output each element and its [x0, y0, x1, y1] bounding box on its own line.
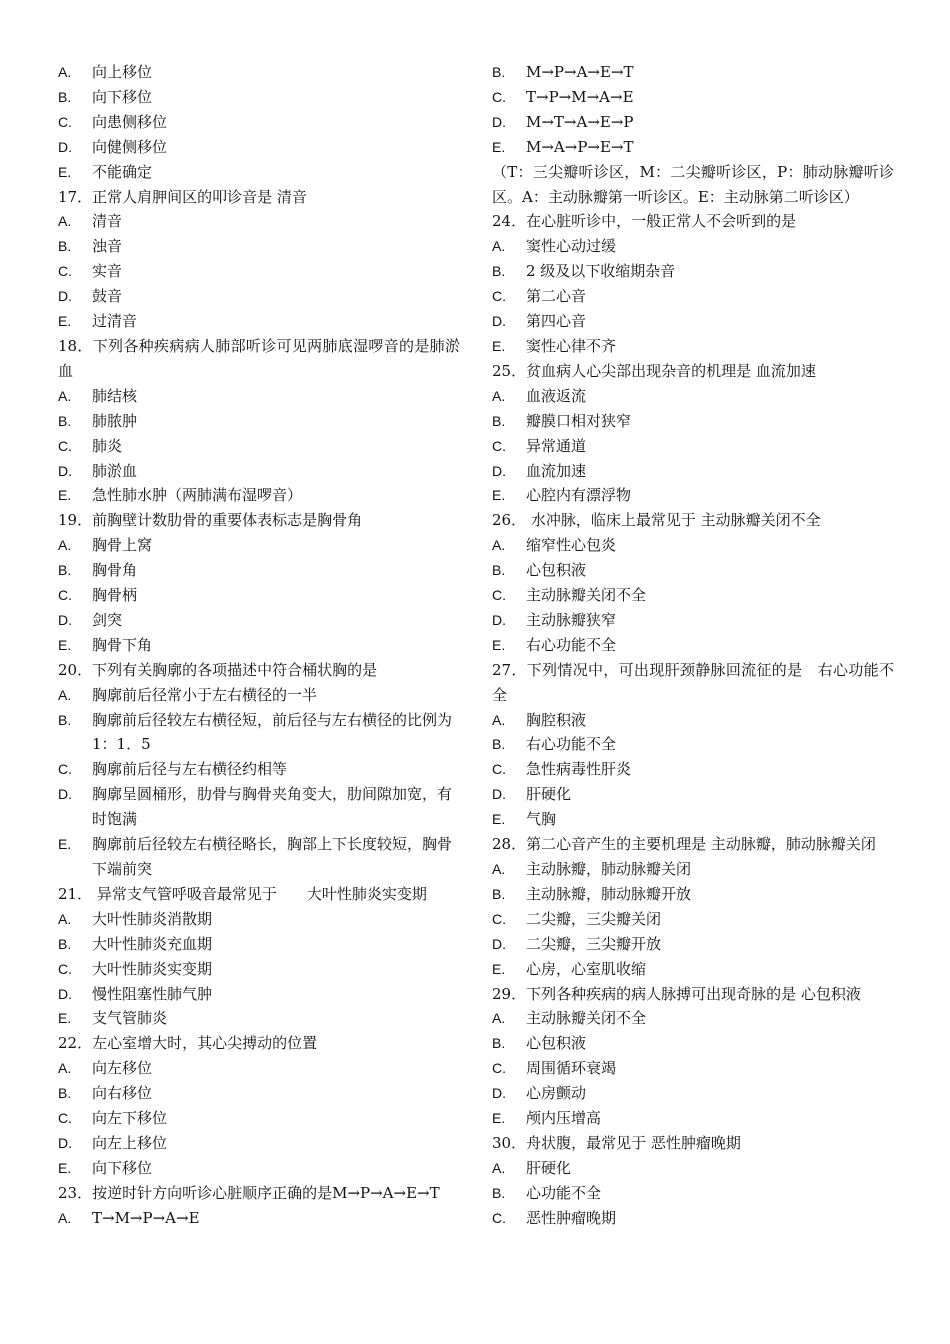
- option-letter: C.: [58, 587, 72, 604]
- option-text: 清音: [92, 212, 123, 231]
- answer-option: [492, 85, 894, 110]
- option-letter: B.: [58, 412, 72, 429]
- option-text: 第四心音: [526, 312, 587, 331]
- option-text: 肝硬化: [526, 785, 572, 804]
- option-letter: B.: [492, 562, 506, 579]
- option-letter: A.: [492, 1010, 506, 1027]
- answer-option: [58, 434, 460, 459]
- question-text: 21． 异常支气管呼吸音最常见于 大叶性肺炎实变期: [58, 884, 427, 903]
- question-text: 23．按逆时针方向听诊心脏顺序正确的是M→P→A→E→T: [58, 1183, 440, 1202]
- answer-option: [492, 1181, 894, 1206]
- answer-option: [492, 907, 894, 932]
- answer-option: [492, 135, 894, 160]
- option-text: 胸廓呈圆桶形，肋骨与胸骨夹角变大，肋间隙加宽，有时饱满: [92, 785, 453, 829]
- option-letter: D.: [492, 113, 506, 130]
- option-letter: D.: [492, 462, 506, 479]
- option-letter: E.: [492, 960, 506, 977]
- answer-option: [492, 110, 894, 135]
- option-text: 周围循环衰竭: [526, 1059, 617, 1078]
- option-letter: A.: [492, 711, 506, 728]
- option-text: M→T→A→E→P: [526, 112, 634, 131]
- option-text: 慢性阻塞性肺气肿: [92, 984, 213, 1003]
- option-letter: A.: [58, 537, 72, 554]
- option-letter: A.: [58, 213, 72, 230]
- answer-option: [492, 1006, 894, 1031]
- option-letter: C.: [58, 113, 72, 130]
- option-letter: C.: [58, 263, 72, 280]
- option-text: 血液返流: [526, 386, 587, 405]
- option-text: 二尖瓣，三尖瓣关闭: [526, 909, 662, 928]
- option-text: 2 级及以下收缩期杂音: [526, 262, 676, 281]
- option-text: 胸廓前后径常小于左右横径的一半: [92, 685, 318, 704]
- answer-option: [58, 259, 460, 284]
- option-text: 肺淤血: [92, 461, 138, 480]
- option-letter: D.: [58, 611, 72, 628]
- option-letter: B.: [58, 935, 72, 952]
- answer-option: [58, 209, 460, 234]
- option-letter: C.: [492, 761, 506, 778]
- answer-option: [492, 583, 894, 608]
- answer-option: [58, 708, 460, 758]
- option-letter: C.: [492, 1209, 506, 1226]
- option-letter: A.: [492, 238, 506, 255]
- option-text: 窦性心律不齐: [526, 336, 617, 355]
- option-text: 瓣膜口相对狭窄: [526, 411, 632, 430]
- answer-option: [58, 1206, 460, 1231]
- option-letter: C.: [492, 1060, 506, 1077]
- option-letter: C.: [58, 960, 72, 977]
- option-letter: A.: [58, 1060, 72, 1077]
- answer-option: [492, 932, 894, 957]
- answer-option: [492, 483, 894, 508]
- option-text: 向患侧移位: [92, 112, 168, 131]
- option-text: 肺结核: [92, 386, 138, 405]
- answer-option: [58, 60, 460, 85]
- option-letter: E.: [58, 487, 72, 504]
- option-text: 胸骨上窝: [92, 536, 153, 555]
- option-text: 向左上移位: [92, 1133, 168, 1152]
- question-text: 17．正常人肩胛间区的叩诊音是 清音: [58, 187, 307, 206]
- option-text: 主动脉瓣，肺动脉瓣开放: [526, 884, 692, 903]
- question-text: 30．舟状腹，最常见于 恶性肿瘤晚期: [492, 1133, 741, 1152]
- answer-option: [492, 1031, 894, 1056]
- answer-option: [58, 85, 460, 110]
- answer-option: [492, 409, 894, 434]
- option-letter: B.: [58, 562, 72, 579]
- answer-option: [492, 259, 894, 284]
- option-text: 胸骨柄: [92, 586, 138, 605]
- answer-option: [58, 608, 460, 633]
- option-text: 胸廓前后径较左右横径略长，胸部上下长度较短，胸骨下端前突: [92, 835, 453, 878]
- option-letter: A.: [58, 1209, 72, 1226]
- option-letter: B.: [492, 412, 506, 429]
- option-text: T→P→M→A→E: [526, 87, 634, 106]
- option-text: 实音: [92, 262, 123, 281]
- answer-option: [492, 882, 894, 907]
- option-letter: C.: [492, 587, 506, 604]
- option-letter: D.: [492, 786, 506, 803]
- answer-option: [58, 409, 460, 434]
- answer-option: [58, 1056, 460, 1081]
- option-text: 浊音: [92, 237, 123, 256]
- option-text: 主动脉瓣关闭不全: [526, 586, 647, 605]
- option-text: 向上移位: [92, 63, 153, 81]
- answer-option: [492, 1081, 894, 1106]
- question-text: 22．左心室增大时，其心尖搏动的位置: [58, 1034, 318, 1053]
- left-column: [58, 60, 460, 1231]
- option-text: 恶性肿瘤晚期: [526, 1208, 617, 1227]
- option-text: 胸廓前后径与左右横径约相等: [92, 760, 288, 779]
- answer-option: [492, 782, 894, 807]
- option-text: 异常通道: [526, 436, 587, 455]
- answer-option: [58, 907, 460, 932]
- option-text: 胸廓前后径较左右横径短，前后径与左右横径的比例为 1：1．5: [92, 710, 453, 754]
- answer-option: [492, 434, 894, 459]
- answer-option: [492, 732, 894, 757]
- answer-option: [58, 1006, 460, 1031]
- option-letter: A.: [58, 387, 72, 404]
- option-letter: C.: [58, 437, 72, 454]
- option-letter: D.: [492, 935, 506, 952]
- option-text: 心房颤动: [526, 1084, 587, 1103]
- answer-option: [58, 160, 460, 185]
- answer-option: [492, 1156, 894, 1181]
- option-text: 颅内压增高: [526, 1109, 602, 1128]
- question-text: 18．下列各种疾病病人肺部听诊可见两肺底湿啰音的是肺淤血: [58, 336, 460, 380]
- option-letter: A.: [58, 910, 72, 927]
- answer-option: [58, 633, 460, 658]
- answer-option: [492, 284, 894, 309]
- option-letter: D.: [58, 138, 72, 155]
- option-text: 窦性心动过缓: [526, 237, 617, 256]
- answer-option: [58, 110, 460, 135]
- option-letter: D.: [492, 313, 506, 330]
- option-letter: D.: [58, 1134, 72, 1151]
- option-text: 向右移位: [92, 1084, 153, 1103]
- option-letter: B.: [58, 1085, 72, 1102]
- option-text: M→P→A→E→T: [526, 63, 634, 81]
- option-text: 主动脉瓣关闭不全: [526, 1009, 647, 1028]
- option-text: 二尖瓣，三尖瓣开放: [526, 934, 662, 953]
- option-letter: E.: [58, 313, 72, 330]
- answer-option: [58, 459, 460, 484]
- answer-option: [58, 483, 460, 508]
- question-text: 19．前胸壁计数肋骨的重要体表标志是胸骨角: [58, 511, 363, 530]
- answer-option: [58, 284, 460, 309]
- question-text: 28．第二心音产生的主要机理是 主动脉瓣，肺动脉瓣关闭: [492, 835, 876, 854]
- option-letter: E.: [492, 138, 506, 155]
- option-text: 肺脓肿: [92, 411, 138, 430]
- option-letter: A.: [492, 1159, 506, 1176]
- answer-option: [492, 807, 894, 832]
- answer-option: [58, 135, 460, 160]
- option-text: 气胸: [526, 810, 557, 829]
- question-text: 29．下列各种疾病的病人脉搏可出现奇脉的是 心包积液: [492, 984, 861, 1003]
- answer-option: [58, 683, 460, 708]
- option-letter: A.: [492, 537, 506, 554]
- option-text: 向左移位: [92, 1059, 153, 1078]
- option-letter: C.: [58, 761, 72, 778]
- answer-option: [492, 234, 894, 259]
- answer-option: [58, 757, 460, 782]
- option-letter: B.: [58, 88, 72, 105]
- option-text: 肺炎: [92, 436, 123, 455]
- option-letter: B.: [492, 263, 506, 280]
- legend-note: （T：三尖瓣听诊区，M：二尖瓣听诊区，P：肺动脉瓣听诊区。A：主动脉瓣第一听诊区。E：主动脉第二听诊区）: [492, 162, 894, 206]
- option-letter: E.: [492, 337, 506, 354]
- option-letter: D.: [58, 786, 72, 803]
- option-letter: C.: [492, 437, 506, 454]
- option-letter: E.: [58, 836, 72, 853]
- option-letter: C.: [492, 288, 506, 305]
- option-text: 向下移位: [92, 1158, 153, 1177]
- answer-option: [58, 1081, 460, 1106]
- option-letter: A.: [492, 387, 506, 404]
- answer-option: [58, 957, 460, 982]
- answer-option: [492, 1106, 894, 1131]
- option-text: 向左下移位: [92, 1109, 168, 1128]
- answer-option: [58, 932, 460, 957]
- option-text: 大叶性肺炎实变期: [92, 959, 213, 978]
- option-letter: B.: [492, 736, 506, 753]
- option-text: M→A→P→E→T: [526, 137, 634, 156]
- option-text: 鼓音: [92, 287, 123, 306]
- option-text: 缩窄性心包炎: [526, 536, 617, 555]
- option-text: 胸骨角: [92, 561, 138, 580]
- option-letter: A.: [492, 861, 506, 877]
- answer-option: [492, 384, 894, 409]
- option-letter: B.: [492, 1184, 506, 1201]
- option-letter: A.: [58, 686, 72, 703]
- option-letter: C.: [58, 1110, 72, 1127]
- option-text: 主动脉瓣，肺动脉瓣关闭: [526, 860, 692, 878]
- option-text: 右心功能不全: [526, 735, 617, 754]
- option-text: 第二心音: [526, 287, 587, 306]
- answer-option: [58, 309, 460, 334]
- option-letter: E.: [492, 1110, 506, 1127]
- option-text: 心功能不全: [526, 1183, 602, 1202]
- option-letter: D.: [492, 611, 506, 628]
- option-letter: E.: [58, 1159, 72, 1176]
- option-text: 心包积液: [526, 1034, 587, 1053]
- answer-option: [492, 757, 894, 782]
- right-column: [492, 60, 894, 1231]
- option-letter: D.: [58, 288, 72, 305]
- option-letter: D.: [58, 985, 72, 1002]
- answer-option: [58, 558, 460, 583]
- answer-option: [58, 533, 460, 558]
- option-letter: E.: [58, 636, 72, 653]
- option-letter: E.: [492, 636, 506, 653]
- option-text: 过清音: [92, 312, 138, 331]
- answer-option: [492, 533, 894, 558]
- answer-option: [492, 459, 894, 484]
- option-text: 大叶性肺炎充血期: [92, 934, 213, 953]
- question-text: 20．下列有关胸廓的各项描述中符合桶状胸的是: [58, 660, 378, 679]
- option-letter: B.: [58, 238, 72, 255]
- answer-option: [58, 782, 460, 832]
- answer-option: [492, 1056, 894, 1081]
- option-letter: E.: [492, 811, 506, 828]
- answer-option: [492, 334, 894, 359]
- option-letter: E.: [58, 163, 72, 180]
- question-text: 24．在心脏听诊中，一般正常人不会听到的是: [492, 212, 797, 231]
- option-letter: D.: [492, 1085, 506, 1102]
- option-text: 血流加速: [526, 461, 587, 480]
- option-letter: D.: [58, 462, 72, 479]
- question-text: 27．下列情况中，可出现肝颈静脉回流征的是 右心功能不全: [492, 660, 894, 704]
- option-text: 急性病毒性肝炎: [526, 760, 632, 779]
- option-letter: E.: [492, 487, 506, 504]
- answer-option: [58, 583, 460, 608]
- answer-option: [492, 608, 894, 633]
- answer-option: [58, 234, 460, 259]
- question-text: 26． 水冲脉，临床上最常见于 主动脉瓣关闭不全: [492, 511, 821, 530]
- option-text: 心包积液: [526, 561, 587, 580]
- option-text: 向下移位: [92, 87, 153, 106]
- answer-option: [58, 1106, 460, 1131]
- option-text: 大叶性肺炎消散期: [92, 909, 213, 928]
- option-letter: B.: [492, 1035, 506, 1052]
- answer-option: [58, 832, 460, 882]
- answer-option: [58, 982, 460, 1007]
- answer-option: [58, 384, 460, 409]
- option-letter: E.: [58, 1010, 72, 1027]
- option-text: 不能确定: [92, 162, 153, 181]
- option-text: 右心功能不全: [526, 635, 617, 654]
- option-text: 胸骨下角: [92, 635, 153, 654]
- option-text: 支气管肺炎: [92, 1009, 168, 1028]
- option-text: 心房，心室肌收缩: [526, 959, 647, 978]
- option-text: 剑突: [92, 610, 123, 629]
- option-text: 胸腔积液: [526, 710, 587, 729]
- answer-option: [492, 60, 894, 85]
- option-letter: C.: [492, 910, 506, 927]
- option-letter: B.: [492, 64, 506, 80]
- answer-option: [492, 558, 894, 583]
- answer-option: [492, 857, 894, 882]
- option-letter: A.: [58, 64, 72, 80]
- answer-option: [492, 633, 894, 658]
- answer-option: [492, 1206, 894, 1231]
- answer-option: [58, 1156, 460, 1181]
- answer-option: [492, 309, 894, 334]
- answer-option: [492, 957, 894, 982]
- option-text: 向健侧移位: [92, 137, 168, 156]
- answer-option: [492, 708, 894, 733]
- option-text: 心腔内有漂浮物: [526, 486, 632, 505]
- option-letter: C.: [492, 88, 506, 105]
- question-text: 25．贫血病人心尖部出现杂音的机理是 血流加速: [492, 361, 816, 380]
- option-letter: B.: [492, 885, 506, 902]
- option-text: 急性肺水肿（两肺满布湿啰音）: [92, 486, 303, 505]
- option-text: T→M→P→A→E: [92, 1208, 200, 1227]
- answer-option: [58, 1131, 460, 1156]
- option-text: 肝硬化: [526, 1158, 572, 1177]
- option-text: 主动脉瓣狭窄: [526, 610, 617, 629]
- option-letter: B.: [58, 711, 72, 728]
